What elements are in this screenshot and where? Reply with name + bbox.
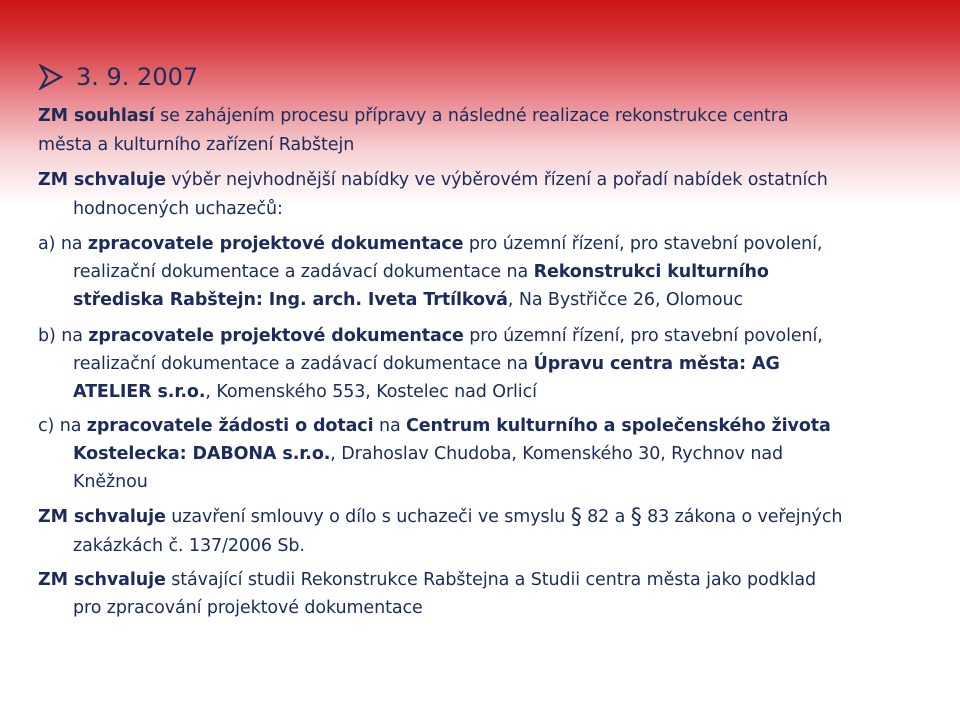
p2-text-1: výběr nejvhodnější nabídky ve výběrovém řízení a pořadí nabídek ostatních bbox=[165, 170, 828, 190]
p4-text-2: pro zpracování projektové dokumentace bbox=[73, 598, 423, 618]
item-c-text-mid: na bbox=[373, 416, 407, 436]
section-sign-1: § bbox=[570, 505, 582, 530]
item-b-line-3 bbox=[73, 378, 537, 406]
item-c-line-1 bbox=[38, 412, 831, 440]
slide-heading bbox=[38, 60, 198, 94]
item-b-line-1 bbox=[38, 322, 823, 350]
p3-text-b: 82 a bbox=[581, 507, 631, 527]
item-b-bold-1: zpracovatele projektové dokumentace bbox=[88, 326, 464, 346]
item-a-line-3 bbox=[73, 286, 743, 314]
item-a-bold-1: zpracovatele projektové dokumentace bbox=[87, 234, 464, 254]
p3-line-2 bbox=[73, 532, 305, 560]
p1-line-2 bbox=[38, 131, 354, 159]
item-b-bold-2: Úpravu centra města: AG bbox=[533, 354, 780, 374]
p1-text-2: města a kulturního zařízení Rabštejn bbox=[38, 135, 355, 155]
item-c-bold-3: Kostelecka: DABONA s.r.o. bbox=[73, 444, 331, 464]
item-b-text-2: realizační dokumentace a zadávací dokumentace na bbox=[73, 354, 534, 374]
p3-text-2: zakázkách č. 137/2006 Sb. bbox=[73, 536, 305, 556]
p4-line-2 bbox=[73, 594, 423, 622]
item-b-line-2 bbox=[73, 350, 780, 378]
p4-line-1 bbox=[38, 566, 816, 594]
item-c-text-3: Kněžnou bbox=[73, 472, 148, 492]
item-a-bold-2: Rekonstrukci kulturního bbox=[533, 262, 769, 282]
item-a-bold-3: střediska Rabštejn: Ing. arch. Iveta Trtílková bbox=[73, 290, 508, 310]
item-a-text-3: , Na Bystřičce 26, Olomouc bbox=[507, 290, 743, 310]
item-c-bold-1: zpracovatele žádosti o dotaci bbox=[86, 416, 374, 436]
item-b-prefix: b) na bbox=[38, 326, 89, 346]
section-sign-2: § bbox=[630, 505, 642, 530]
p2-line-2 bbox=[73, 195, 283, 223]
p1-bold: ZM souhlasí bbox=[38, 106, 155, 126]
item-b-text-1: pro územní řízení, pro stavební povolení, bbox=[463, 326, 823, 346]
item-a-line-1 bbox=[38, 230, 822, 258]
p2-text-2: hodnocených uchazečů: bbox=[73, 199, 283, 219]
item-a-prefix: a) na bbox=[38, 234, 88, 254]
p3-line-1 bbox=[38, 503, 842, 531]
arrow-bullet-icon bbox=[38, 64, 64, 90]
item-c-prefix: c) na bbox=[38, 416, 87, 436]
p2-bold: ZM schvaluje bbox=[38, 170, 166, 190]
item-c-text-2: , Drahoslav Chudoba, Komenského 30, Rychnov nad bbox=[330, 444, 783, 464]
p3-text-c: 83 zákona o veřejných bbox=[641, 507, 843, 527]
item-c-line-2 bbox=[73, 440, 783, 468]
p3-bold: ZM schvaluje bbox=[38, 507, 166, 527]
item-a-text-2: realizační dokumentace a zadávací dokumentace na bbox=[73, 262, 534, 282]
item-c-line-3 bbox=[73, 468, 148, 496]
p4-bold: ZM schvaluje bbox=[38, 570, 166, 590]
heading-date: 3. 9. 2007 bbox=[76, 63, 199, 91]
item-a-line-2 bbox=[73, 258, 769, 286]
p3-text-a: uzavření smlouvy o dílo s uchazeči ve smyslu bbox=[165, 507, 571, 527]
p2-line-1 bbox=[38, 166, 828, 194]
item-a-text-1: pro územní řízení, pro stavební povolení, bbox=[463, 234, 823, 254]
item-c-bold-2: Centrum kulturního a společenského života bbox=[406, 416, 831, 436]
p1-text-1: se zahájením procesu přípravy a následné realizace rekonstrukce centra bbox=[154, 106, 789, 126]
p4-text-1: stávající studii Rekonstrukce Rabštejna a Studii centra města jako podklad bbox=[165, 570, 817, 590]
p1-line-1 bbox=[38, 102, 789, 130]
item-b-text-3: , Komenského 553, Kostelec nad Orlicí bbox=[205, 382, 537, 402]
item-b-bold-3: ATELIER s.r.o. bbox=[73, 382, 206, 402]
